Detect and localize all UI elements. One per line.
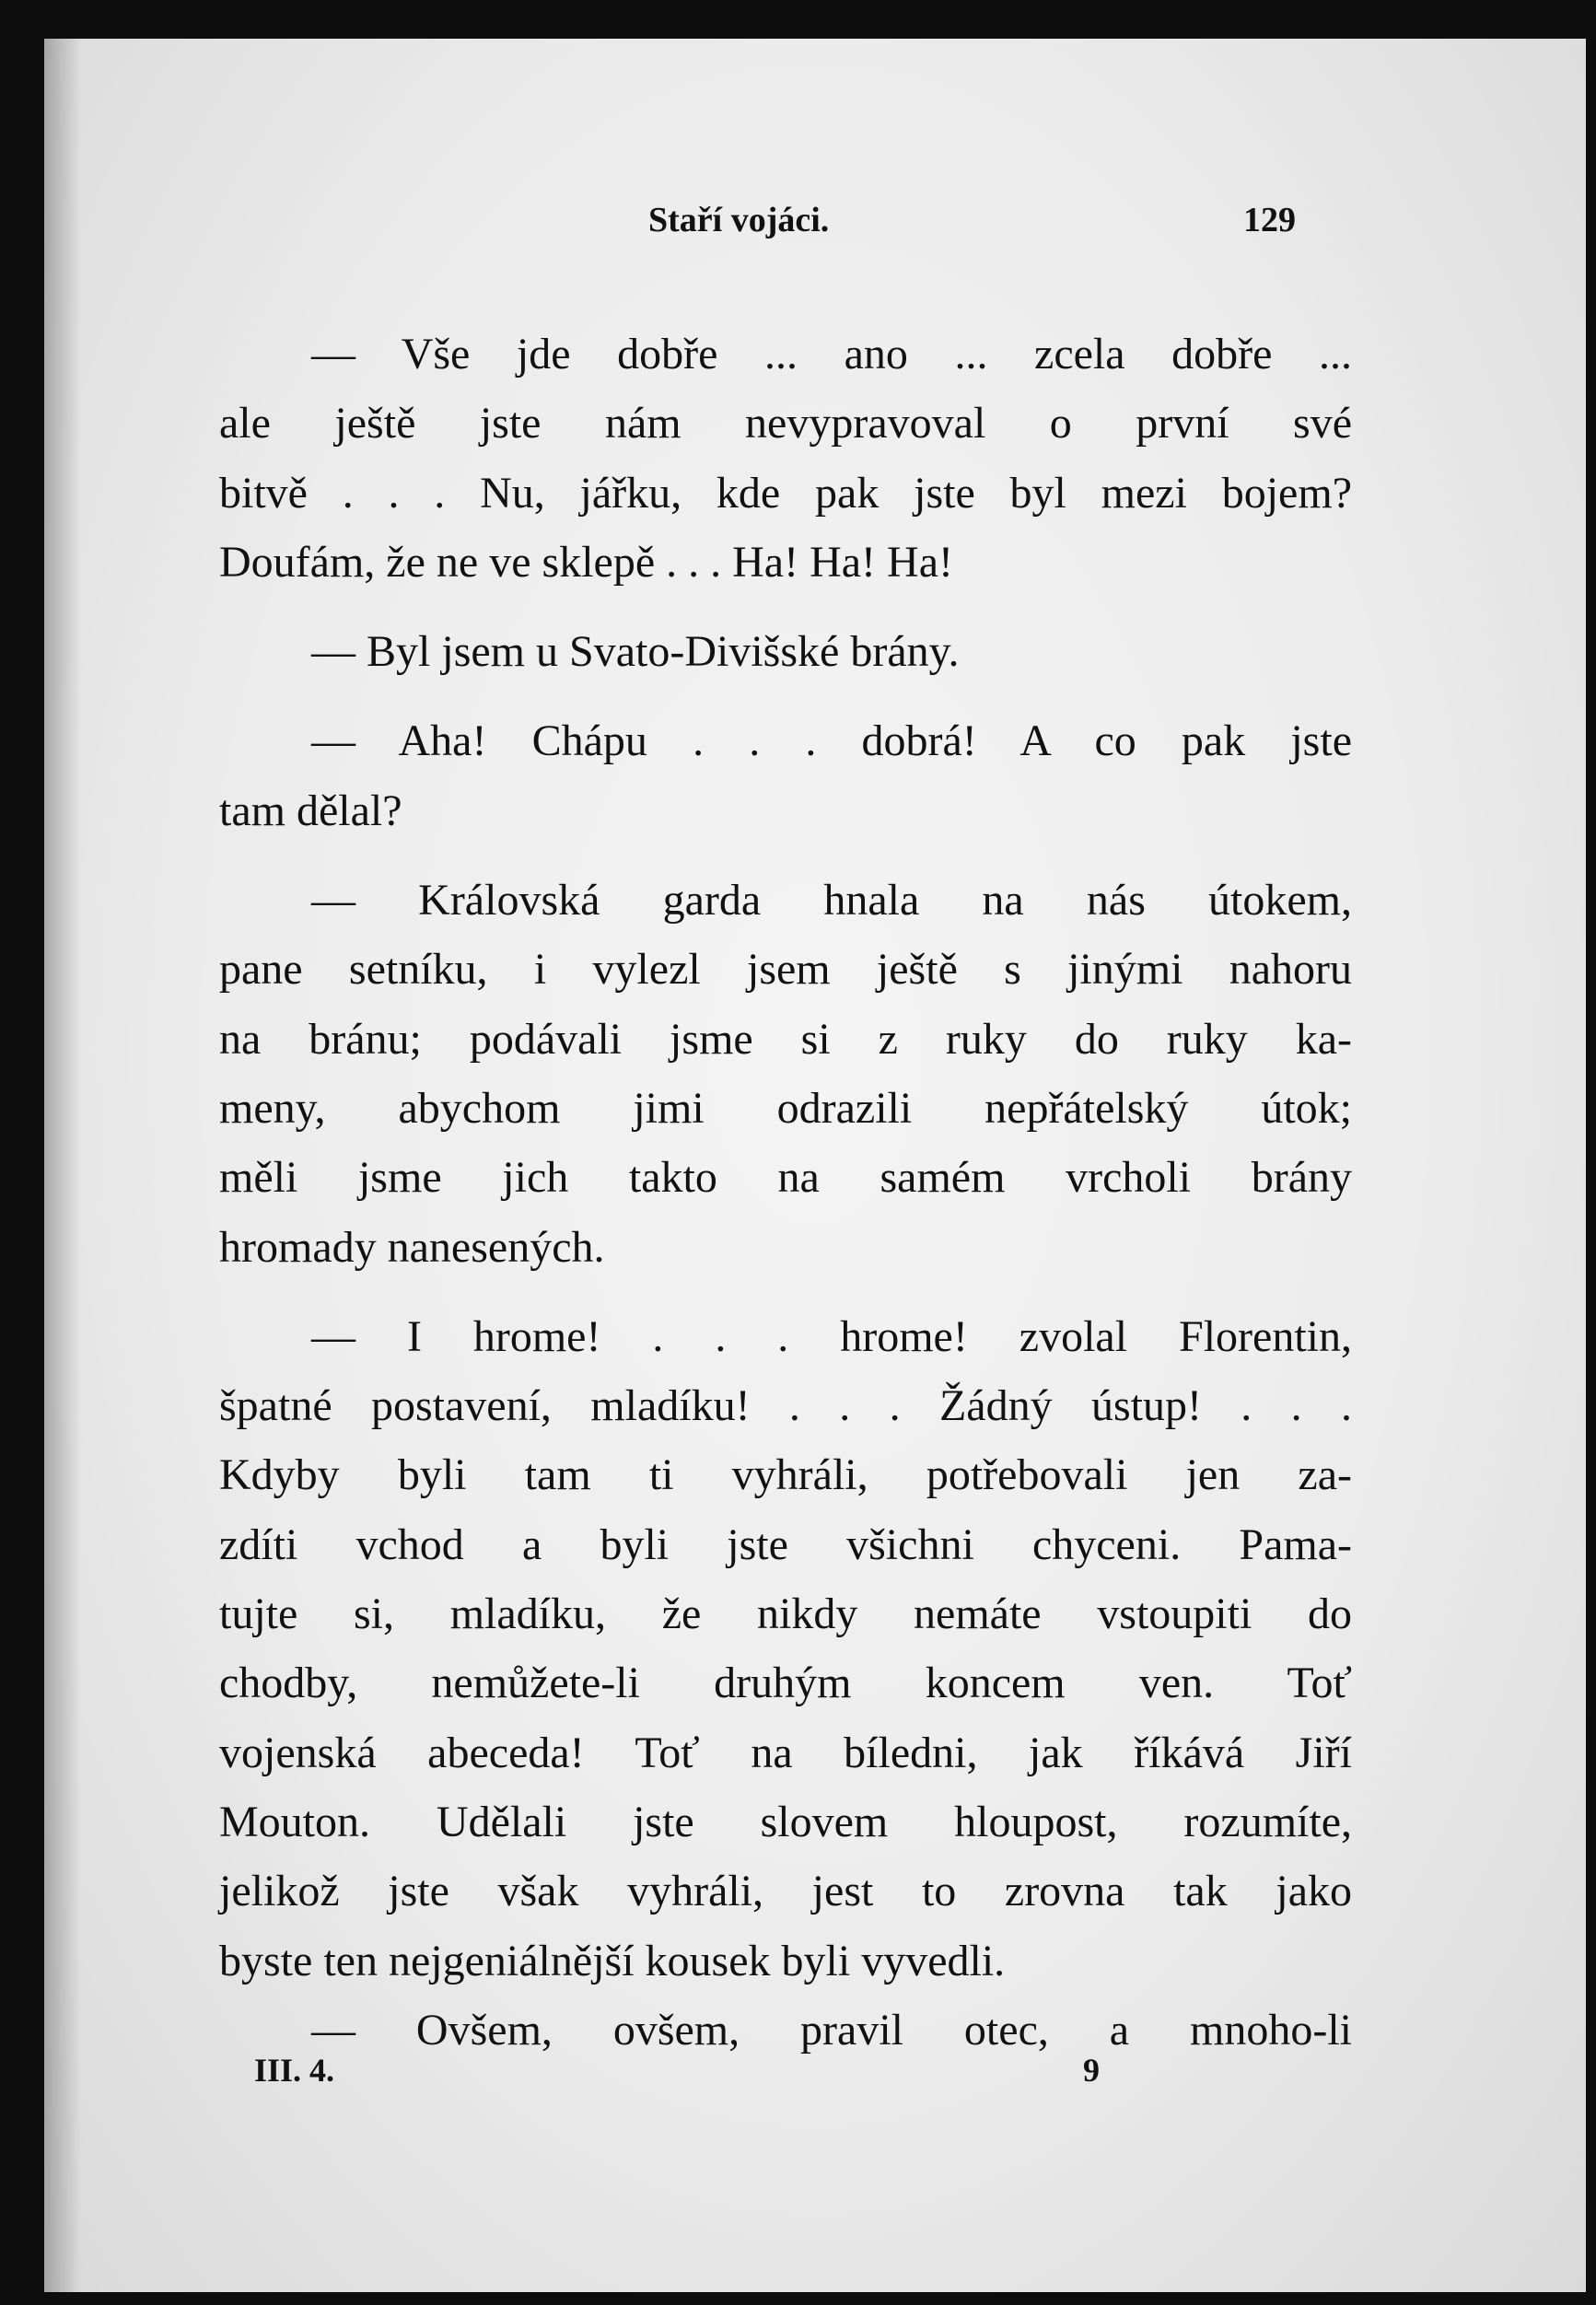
text-line: — Byl jsem u Svato-Divišské brány. [311,627,960,677]
text-line: jelikož jste však vyhráli, jest to zrovna tak jako [219,1867,1352,1916]
text-line: — Vše jde dobře ... ano ... zcela dobře ... [311,330,1352,378]
text-line: zdíti vchod a byli jste všichni chyceni. Pama- [219,1519,1352,1569]
text-line: vojenská abeceda! Toť na bíledni, jak říkává Jiří [219,1728,1352,1777]
page-number: 129 [1243,201,1296,239]
body-text [219,320,1352,2065]
text-line: — Aha! Chápu . . . dobrá! A co pak jste [311,716,1352,766]
running-title: Staří vojáci. [648,201,830,239]
text-line: bitvě . . . Nu, jářku, kde pak jste byl mezi bojem? [219,468,1352,518]
text-line: pane setníku, i vylezl jsem ještě s jinými nahoru [219,945,1352,995]
running-header [44,200,1586,255]
text-line: špatné postavení, mladíku! . . . Žádný ústup! . . . [219,1381,1352,1431]
text-line: chodby, nemůžete-li druhým koncem ven. Toť [219,1659,1352,1708]
text-line: — Ovšem, ovšem, pravil otec, a mnoho-li [311,2005,1352,2055]
text-line: byste ten nejgeniálnější kousek byli vyvedli. [219,1936,1006,1985]
text-line: — I hrome! . . . hrome! zvolal Florentin, [311,1311,1352,1361]
page-footer [44,2051,1586,2106]
text-line: tam dělal? [219,786,402,835]
text-line: Doufám, že ne ve sklepě . . . Ha! Ha! Ha! [219,537,953,587]
text-line: tujte si, mladíku, že nikdy nemáte vstoupiti do [219,1589,1352,1639]
text-line: ale ještě jste nám nevypravoval o první své [219,399,1352,448]
book-page [44,39,1586,2292]
text-line: na bránu; podávali jsme si z ruky do ruky ka- [219,1014,1352,1064]
sheet-number: 9 [1083,2052,1100,2089]
text-line: Mouton. Udělali jste slovem hloupost, rozumíte, [219,1797,1352,1846]
text-line: Kdyby byli tam ti vyhráli, potřebovali jen za- [219,1450,1352,1500]
text-line: — Královská garda hnala na nás útokem, [311,876,1352,925]
signature-mark: III. 4. [254,2052,335,2089]
text-line: hromady nanesených. [219,1222,605,1272]
text-line: meny, abychom jimi odrazili nepřátelský útok; [219,1083,1352,1133]
text-line: měli jsme jich takto na samém vrcholi brány [219,1153,1352,1203]
